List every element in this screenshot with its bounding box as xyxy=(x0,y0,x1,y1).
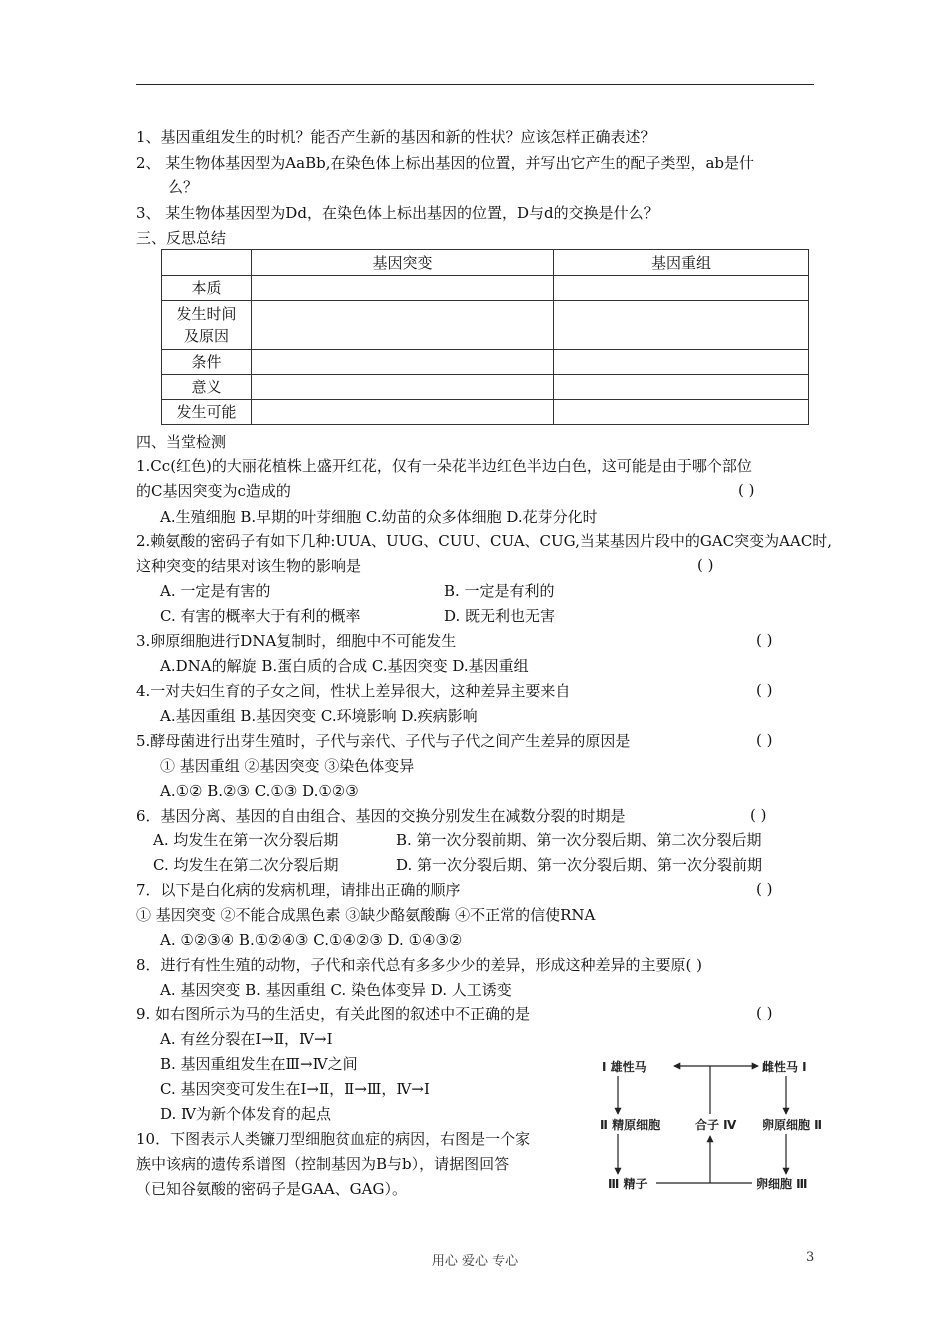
cell-empty xyxy=(554,276,809,301)
test-q3-options: A.DNA的解旋 B.蛋白质的合成 C.基因突变 D.基因重组 xyxy=(160,657,529,675)
answer-blank: ( ) xyxy=(738,481,755,499)
answer-blank: ( ) xyxy=(756,631,773,649)
label-oogonium: 卵原细胞 Ⅱ xyxy=(762,1118,823,1132)
test-q7-options: A. ①②③④ B.①②④③ C.①④②③ D. ①④③② xyxy=(160,931,463,949)
answer-blank: ( ) xyxy=(750,806,767,824)
summary-table xyxy=(161,249,809,425)
test-q8: 8．进行有性生殖的动物，子代和亲代总有多多少少的差异，形成这种差异的主要原( ) xyxy=(136,956,703,974)
answer-blank: ( ) xyxy=(697,556,714,574)
test-q6: 6．基因分离、基因的自由组合、基因的交换分别发生在减数分裂的时期是 xyxy=(136,807,626,825)
test-q7-items: ① 基因突变 ②不能合成黑色素 ③缺少酪氨酸酶 ④不正常的信使RNA xyxy=(136,906,596,924)
footer-motto: 用心 爱心 专心 xyxy=(431,1254,519,1269)
page-number: 3 xyxy=(806,1250,815,1265)
header-recombination: 基因重组 xyxy=(554,250,809,276)
header-mutation: 基因突变 xyxy=(252,250,554,276)
label-egg: 卵细胞 Ⅲ xyxy=(756,1177,808,1191)
test-q9: 9. 如右图所示为马的生活史，有关此图的叙述中不正确的是 xyxy=(136,1005,531,1023)
test-q9-option-a: A. 有丝分裂在Ⅰ→Ⅱ，Ⅳ→Ⅰ xyxy=(160,1030,333,1048)
cell-empty xyxy=(252,375,554,400)
test-q9-option-c: C. 基因突变可发生在Ⅰ→Ⅱ，Ⅱ→Ⅲ，Ⅳ→Ⅰ xyxy=(160,1080,430,1098)
test-q5: 5.酵母菌进行出芽生殖时，子代与亲代、子代与子代之间产生差异的原因是 xyxy=(136,732,631,750)
test-q2: 2.赖氨酸的密码子有如下几种:UUA、UUG、CUU、CUA、CUG,当某基因片段中的GAC突变为AAC时, xyxy=(136,532,833,550)
test-q9-option-d: D. Ⅳ为新个体发育的起点 xyxy=(160,1105,332,1123)
test-q6-option-c: C. 均发生在第二次分裂后期 xyxy=(153,856,339,874)
row-label-time-cause: 发生时间 及原因 xyxy=(162,301,252,350)
test-q4-options: A.基因重组 B.基因突变 C.环境影响 D.疾病影响 xyxy=(160,707,478,725)
test-q3: 3.卵原细胞进行DNA复制时，细胞中不可能发生 xyxy=(136,632,457,650)
cell-empty xyxy=(554,400,809,425)
test-q10: 10．下图表示人类镰刀型细胞贫血症的病因，右图是一个家 xyxy=(136,1130,531,1148)
answer-blank: ( ) xyxy=(756,731,773,749)
review-question-2-cont: 么？ xyxy=(168,178,199,196)
cell-empty xyxy=(554,375,809,400)
test-q6-option-a: A. 均发生在第一次分裂后期 xyxy=(153,831,339,849)
test-q2-option-b: B. 一定是有利的 xyxy=(444,582,555,600)
row-label-possibility: 发生可能 xyxy=(162,400,252,425)
test-q1-options: A.生殖细胞 B.早期的叶芽细胞 C.幼苗的众多体细胞 D.花芽分化时 xyxy=(160,508,598,526)
test-q4: 4.一对夫妇生育的子女之间，性状上差异很大，这种差异主要来自 xyxy=(136,682,571,700)
test-q2-option-d: D. 既无利也无害 xyxy=(444,607,556,625)
summary-heading: 三、反思总结 xyxy=(136,229,227,247)
label-zygote: 合子 Ⅳ xyxy=(695,1118,737,1132)
test-q6-option-d: D. 第一次分裂后期、第一次分裂后期、第一次分裂前期 xyxy=(396,856,763,874)
answer-blank: ( ) xyxy=(756,880,773,898)
answer-blank: ( ) xyxy=(756,681,773,699)
test-q7: 7．以下是白化病的发病机理，请排出正确的顺序 xyxy=(136,881,461,899)
cell-empty xyxy=(252,301,554,350)
cell-empty xyxy=(554,350,809,375)
horse-life-cycle-diagram xyxy=(596,1052,846,1197)
cell-empty xyxy=(554,301,809,350)
test-q6-option-b: B. 第一次分裂前期、第一次分裂后期、第二次分裂后期 xyxy=(396,831,762,849)
test-q8-options: A. 基因突变 B. 基因重组 C. 染色体变异 D. 人工诱变 xyxy=(160,981,512,999)
cell-empty xyxy=(252,400,554,425)
test-q5-options: A.①② B.②③ C.①③ D.①②③ xyxy=(160,782,359,800)
cell-empty xyxy=(252,350,554,375)
review-question-1: 1、基因重组发生的时机？能否产生新的基因和新的性状？应该怎样正确表述？ xyxy=(136,128,656,146)
label-female-horse: 雌性马 Ⅰ xyxy=(762,1060,807,1074)
test-q1-cont: 的C基因突变为c造成的 xyxy=(136,482,291,500)
label-spermatogonium: Ⅱ 精原细胞 xyxy=(600,1118,661,1132)
header-rule xyxy=(136,84,814,85)
review-question-3: 3、 某生物体基因型为Dd，在染色体上标出基因的位置，D与d的交换是什么？ xyxy=(136,204,659,222)
test-q2-option-a: A. 一定是有害的 xyxy=(160,582,271,600)
test-q9-option-b: B. 基因重组发生在Ⅲ→Ⅳ之间 xyxy=(160,1055,358,1073)
test-q1: 1.Cc(红色)的大丽花植株上盛开红花，仅有一朵花半边红色半边白色，这可能是由于哪个部位 xyxy=(136,457,752,475)
row-label-essence: 本质 xyxy=(162,276,252,301)
row-label-condition: 条件 xyxy=(162,350,252,375)
test-q10-cont2: （已知谷氨酸的密码子是GAA、GAG）。 xyxy=(136,1180,407,1198)
review-question-2: 2、 某生物体基因型为AaBb,在染色体上标出基因的位置，并写出它产生的配子类型，ab是什 xyxy=(136,154,755,172)
cell-empty xyxy=(252,276,554,301)
test-q5-items: ① 基因重组 ②基因突变 ③染色体变异 xyxy=(160,757,415,775)
test-q10-cont: 族中该病的遗传系谱图（控制基因为B与b），请据图回答 xyxy=(136,1155,510,1173)
row-label-significance: 意义 xyxy=(162,375,252,400)
test-heading: 四、当堂检测 xyxy=(136,433,227,451)
test-q2-cont: 这种突变的结果对该生物的影响是 xyxy=(136,557,362,575)
test-q2-option-c: C. 有害的概率大于有利的概率 xyxy=(160,607,361,625)
label-sperm: Ⅲ 精子 xyxy=(608,1177,648,1191)
answer-blank: ( ) xyxy=(756,1004,773,1022)
label-male-horse: Ⅰ 雄性马 xyxy=(602,1060,647,1074)
